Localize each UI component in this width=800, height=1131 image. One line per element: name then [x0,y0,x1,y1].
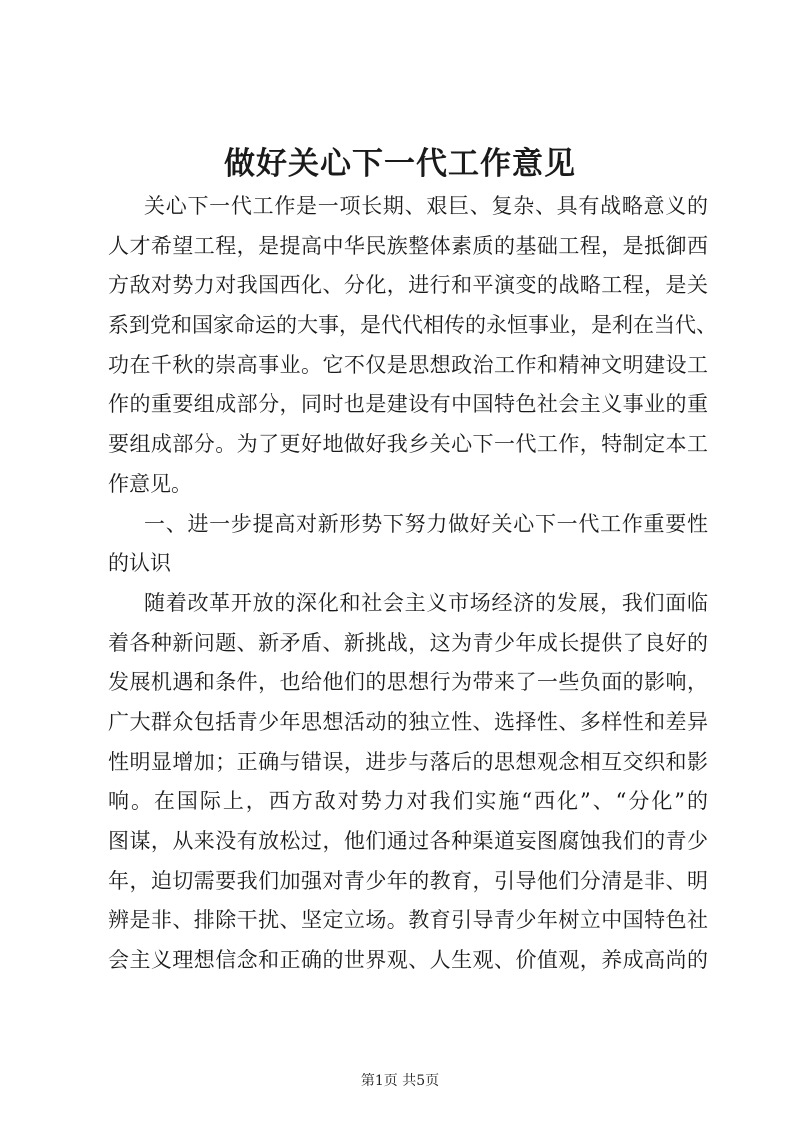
text-line: 的认识 [108,551,171,576]
text-line: 发展机遇和条件，也给他们的思想行为带来了一些负面的影响， [108,670,708,695]
text-line: 年，迫切需要我们加强对青少年的教育，引导他们分清是非、明 [108,868,708,893]
text-line: 性明显增加；正确与错误，进步与落后的思想观念相互交织和影 [108,749,708,774]
text-line: 人才希望工程，是提高中华民族整体素质的基础工程，是抵御西 [108,233,708,258]
text-line: 会主义理想信念和正确的世界观、人生观、价值观，养成高尚的 [108,948,708,973]
paragraph [108,505,708,584]
text-line: 要组成部分。为了更好地做好我乡关心下一代工作，特制定本工 [108,432,708,457]
document-title: 做好关心下一代工作意见 [224,146,576,182]
text-line: 系到党和国家命运的大事，是代代相传的永恒事业，是利在当代、 [108,313,717,338]
paragraph [108,187,717,505]
paragraph [108,584,708,981]
text-line: 图谋，从来没有放松过，他们通过各种渠道妄图腐蚀我们的青少 [108,829,708,853]
text-line: 方敌对势力对我国西化、分化，进行和平演变的战略工程，是关 [108,273,708,298]
text-line: 一、进一步提高对新形势下努力做好关心下一代工作重要性 [144,511,708,536]
text-line: 作意见。 [108,471,192,496]
page-footer: 第1页 共5页 [360,1073,440,1089]
text-line: 作的重要组成部分，同时也是建设有中国特色社会主义事业的重 [108,392,708,417]
text-line: 着各种新问题、新矛盾、新挑战，这为青少年成长提供了良好的 [108,630,708,655]
text-line: 广大群众包括青少年思想活动的独立性、选择性、多样性和差异 [108,709,708,734]
text-line: 关心下一代工作是一项长期、艰巨、复杂、具有战略意义的 [144,194,708,218]
text-line: 辨是非、排除干扰、坚定立场。教育引导青少年树立中国特色社 [108,908,708,933]
text-line: 功在千秋的崇高事业。它不仅是思想政治工作和精神文明建设工 [108,352,708,377]
document-body [108,187,717,981]
text-line: 响。在国际上，西方敌对势力对我们实施“西化”、“分化”的 [108,789,708,814]
text-line: 随着改革开放的深化和社会主义市场经济的发展，我们面临 [144,590,708,615]
